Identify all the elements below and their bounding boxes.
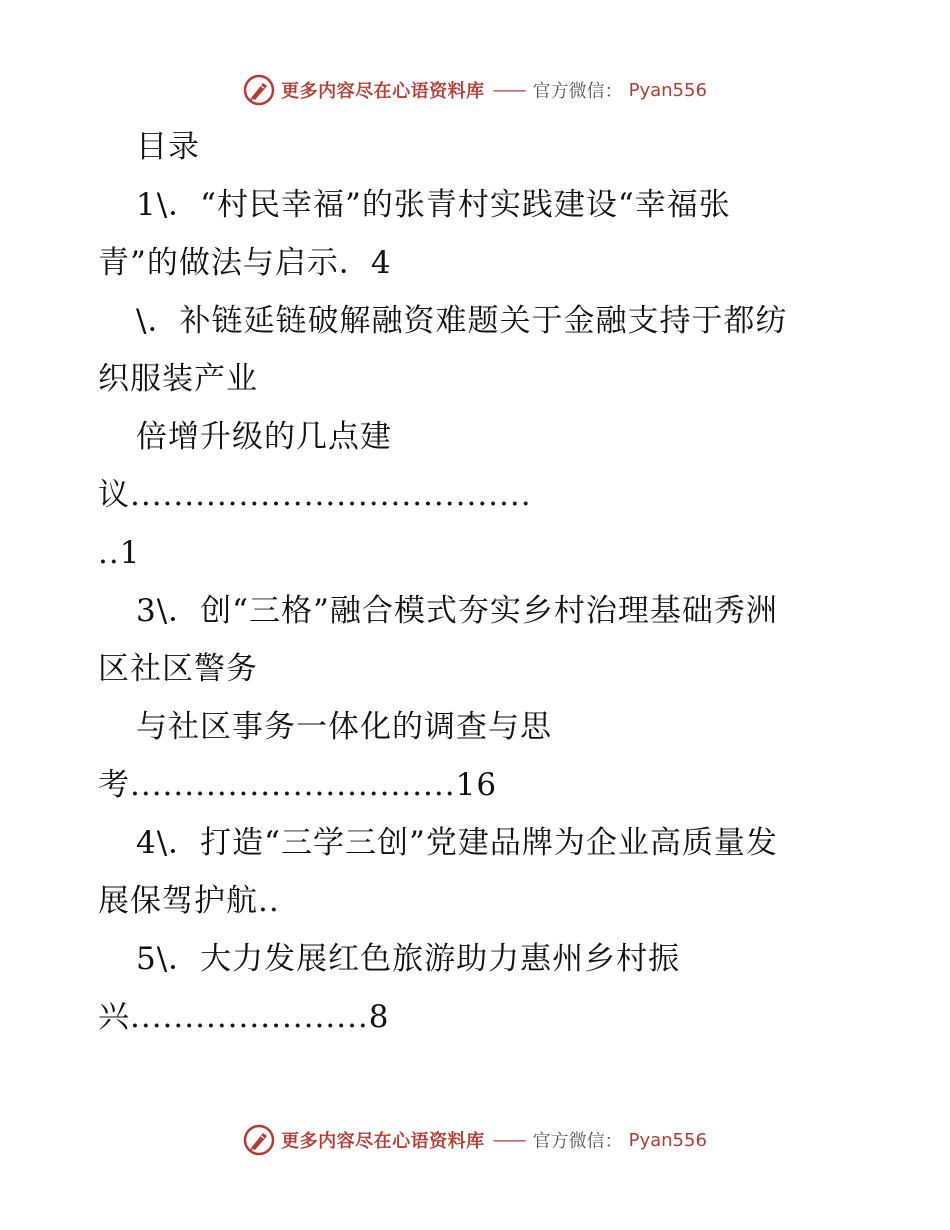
table-of-contents (98, 118, 858, 1046)
toc-line: 4\．打造“三学三创”党建品牌为企业高质量发 (136, 825, 778, 861)
toc-line: 兴......................8 (98, 999, 390, 1035)
toc-line: 青”的做法与启示．4 (98, 245, 392, 281)
footer-main-text: 更多内容尽在心语资料库 (281, 1131, 485, 1152)
toc-line: 5\．大力发展红色旅游助力惠州乡村振 (136, 941, 681, 977)
pen-logo-icon (243, 74, 275, 106)
header-sub-text: 官方微信： (532, 81, 623, 102)
header-main-text: 更多内容尽在心语资料库 (281, 81, 485, 102)
toc-line: 3\．创“三格”融合模式夯实乡村治理基础秀洲 (136, 593, 778, 629)
header-banner (0, 70, 950, 110)
footer-banner (0, 1120, 950, 1160)
toc-line: 织服装产业 (98, 361, 258, 397)
toc-line: 倍增升级的几点建 (136, 419, 392, 455)
toc-line: 议..................................... (98, 477, 532, 513)
toc-title: 目录 (136, 129, 200, 165)
footer-separator: —— (492, 1129, 525, 1151)
toc-line: ..1 (98, 535, 141, 571)
toc-line: 与社区事务一体化的调查与思 (136, 709, 552, 745)
toc-line: 1\．“村民幸福”的张青村实践建设“幸福张 (136, 187, 731, 223)
toc-line: 考..............................16 (98, 767, 498, 803)
toc-line: 展保驾护航.. (98, 883, 280, 919)
footer-wechat-id: Pyan556 (628, 1129, 707, 1151)
toc-line: \．补链延链破解融资难题关于金融支持于都纺 (136, 303, 788, 339)
footer-sub-text: 官方微信： (532, 1131, 623, 1152)
header-separator: —— (492, 79, 525, 101)
header-wechat-id: Pyan556 (628, 79, 707, 101)
toc-line: 区社区警务 (98, 651, 258, 687)
pen-logo-icon (243, 1124, 275, 1156)
